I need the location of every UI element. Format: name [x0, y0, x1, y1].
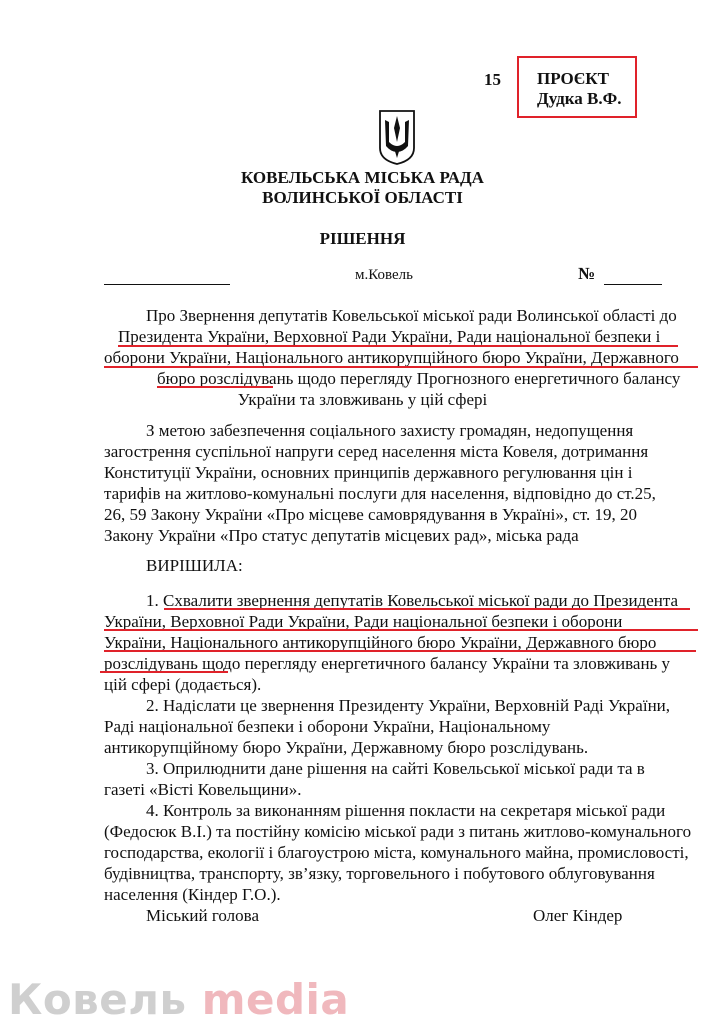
highlight-underline: [104, 650, 696, 652]
watermark-part2: media: [201, 975, 350, 1024]
subject-line: Про Звернення депутатів Ковельської міської ради Волинської області до: [146, 306, 677, 325]
org-name-line2: ВОЛИНСЬКОЇ ОБЛАСТІ: [262, 188, 463, 207]
item-line: Раді національної безпеки і оборони України, Національному: [104, 717, 551, 736]
draft-number: 15: [484, 70, 501, 89]
project-author: Дудка В.Ф.: [537, 89, 622, 108]
item-line: України, Верховної Ради України, Ради національної безпеки і оборони: [104, 612, 623, 631]
item-line: (Федосюк В.І.) та постійну комісію міської ради з питань житлово-комунального: [104, 822, 692, 841]
highlight-underline: [104, 629, 698, 631]
subject-line: бюро розслідувань щодо перегляду Прогнозного енергетичного балансу: [157, 369, 681, 388]
item-line: населення (Кіндер Г.О.).: [104, 885, 281, 904]
signature-name: Олег Кіндер: [533, 906, 623, 925]
watermark-part1: Ковель: [8, 975, 187, 1024]
city: м.Ковель: [355, 267, 413, 283]
subject-line: Президента України, Верховної Ради України, Ради національної безпеки і: [118, 327, 661, 346]
highlight-underline: [118, 345, 678, 347]
item-line: 1. Схвалити звернення депутатів Ковельської міської ради до Президента: [146, 591, 679, 610]
item-line: 4. Контроль за виконанням рішення покласти на секретаря міської ради: [146, 801, 666, 820]
item-line: господарства, екології і благоустрою міста, комунального майна, промисловості,: [104, 843, 689, 862]
item-line: України, Національного антикорупційного бюро України, Державного бюро: [104, 633, 657, 652]
number-label: №: [578, 264, 596, 283]
preamble-line: загострення суспільної напруги серед населення міста Ковеля, дотримання: [104, 442, 649, 461]
item-line: будівництва, транспорту, зв’язку, торговельного і побутового облуговування: [104, 864, 655, 883]
watermark-logo: [8, 975, 349, 1024]
trident-emblem-icon: [377, 108, 417, 166]
resolved-heading: ВИРІШИЛА:: [146, 556, 243, 575]
date-blank: [104, 284, 230, 285]
preamble-line: З метою забезпечення соціального захисту громадян, недопущення: [146, 421, 634, 440]
project-label: ПРОЄКТ: [537, 69, 609, 88]
preamble-line: Конституції України, основних принципів державного регулювання цін і: [104, 463, 633, 482]
highlight-underline: [100, 671, 228, 673]
preamble-line: Закону України «Про статус депутатів місцевих рад», міська рада: [104, 526, 579, 545]
preamble-line: тарифів на житлово-комунальні послуги для населення, відповідно до ст.25,: [104, 484, 656, 503]
subject-line: оборони України, Національного антикорупційного бюро України, Державного: [104, 348, 679, 367]
project-stamp: [517, 56, 637, 118]
highlight-underline: [104, 366, 698, 368]
highlight-underline: [157, 386, 273, 388]
item-line: 2. Надіслати це звернення Президенту України, Верховній Раді України,: [146, 696, 671, 715]
item-line: газеті «Вісті Ковельщини».: [104, 780, 302, 799]
highlight-underline: [164, 608, 690, 610]
org-name-line1: КОВЕЛЬСЬКА МІСЬКА РАДА: [241, 168, 484, 187]
subject-line: України та зловживань у цій сфері: [237, 390, 488, 409]
item-line: 3. Оприлюднити дане рішення на сайті Ковельської міської ради та в: [146, 759, 645, 778]
number-blank: [604, 284, 662, 285]
signature-title: Міський голова: [146, 906, 259, 925]
item-line: цій сфері (додається).: [104, 675, 262, 694]
item-line: розслідувань щодо перегляду енергетичного балансу України та зловживань у: [104, 654, 671, 673]
item-line: антикорупційному бюро України, Державному бюро розслідувань.: [104, 738, 589, 757]
document-title: РІШЕННЯ: [319, 229, 406, 248]
preamble-line: 26, 59 Закону України «Про місцеве самоврядування в Україні», ст. 19, 20: [104, 505, 638, 524]
